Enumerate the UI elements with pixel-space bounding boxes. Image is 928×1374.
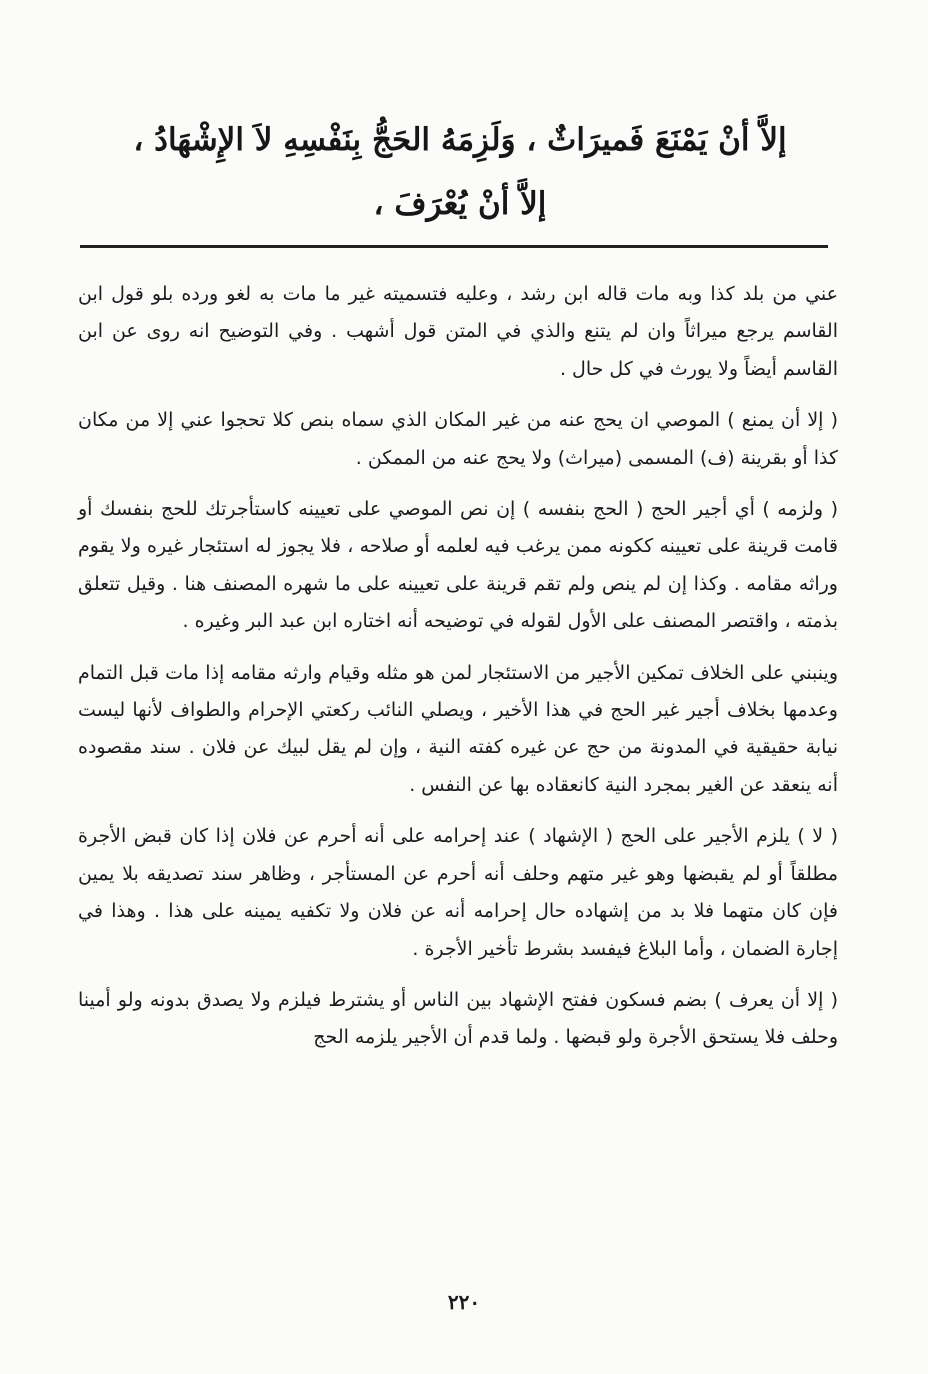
commentary-paragraph: ( إلا أن يعرف ) بضم فسكون ففتح الإشهاد بين الناس أو يشترط فيلزم ولا يصدق بدونه ولو أمينا وحلف فلا يستحق الأجرة ولو قبضها . ولما قدم أن الأجير يلزمه الحج: [78, 988, 838, 1049]
commentary-paragraph: ( ولزمه ) أي أجير الحج ( الحج بنفسه ) إن نص الموصي على تعيينه كاستأجرتك للحج بنفسك أو قامت قرينة على تعيينه ككونه ممن يرغب فيه لعلمه أو صلاحه ، فلا يجوز له استئجار غيره ولا يقوم وراثه مقامه . وكذا إن لم ينص ولم تقم قرينة على تعيينه على ما شهره المصنف هنا . وقيل تتعلق بذمته ، واقتصر المصنف على الأول لقوله في توضيحه أنه اختاره ابن عبد البر وغيره .: [78, 498, 838, 633]
commentary-paragraph: ( إلا أن يمنع ) الموصي ان يحج عنه من غير المكان الذي سماه بنص كلا تحجوا عني إلا من مكان كذا أو بقرينة (ف) المسمى (ميراث) ولا يحج عنه من الممكن .: [78, 409, 838, 469]
commentary-paragraph: عني من بلد كذا وبه مات قاله ابن رشد ، وعليه فتسميته غير ما مات به لغو ورده بلو قول ابن القاسم يرجع ميراثاً وان لم يتنع والذي في المتن قول أشهب . وفي التوضيح انه روى عن ابن القاسم أيضاً ولا يورث في كل حال .: [78, 283, 838, 380]
commentary-paragraph: وينبني على الخلاف تمكين الأجير من الاستئجار لمن هو مثله وقيام وارثه مقامه إذا مات قبل التمام وعدمها بخلاف أجير غير الحج في هذا الأخير ، ويصلي النائب ركعتي الإحرام والطواف لأنها ليست نيابة حقيقية في المدونة من حج عن غيره كفته النية ، وإن لم يقل لبيك عن فلان . سند مقصوده أنه ينعقد عن الغير بمجرد النية كانعقاده بها عن النفس .: [78, 661, 838, 796]
matn-line-1: إلاَّ أنْ يَمْنَعَ فَميرَاثٌ ، وَلَزِمَهُ الحَجُّ بِنَفْسِهِ لاَ الإِشْهَادُ ،: [133, 122, 787, 158]
matn-line-2: إلاَّ أنْ يُعْرَفَ ،: [373, 186, 547, 222]
commentary-text-block: [78, 276, 838, 1057]
commentary-paragraph: ( لا ) يلزم الأجير على الحج ( الإشهاد ) عند إحرامه على أنه أحرم عن فلان إذا كان قبض الأجرة مطلقاً أو لم يقبضها وهو غير متهم وحلف أنه أحرم عن المستأجر ، وظاهر سند تصديقه بلا يمين فإن كان متهما فلا بد من إشهاده حال إحرامه أنه عن فلان ولا تكفيه يمينه على هذا . وهذا في إجارة الضمان ، وأما البلاغ فيفسد بشرط تأخير الأجرة .: [78, 825, 838, 960]
separator-rule: [80, 245, 828, 248]
page-number: ٢٢٠: [447, 1290, 481, 1314]
matn-text-block: [80, 108, 840, 236]
